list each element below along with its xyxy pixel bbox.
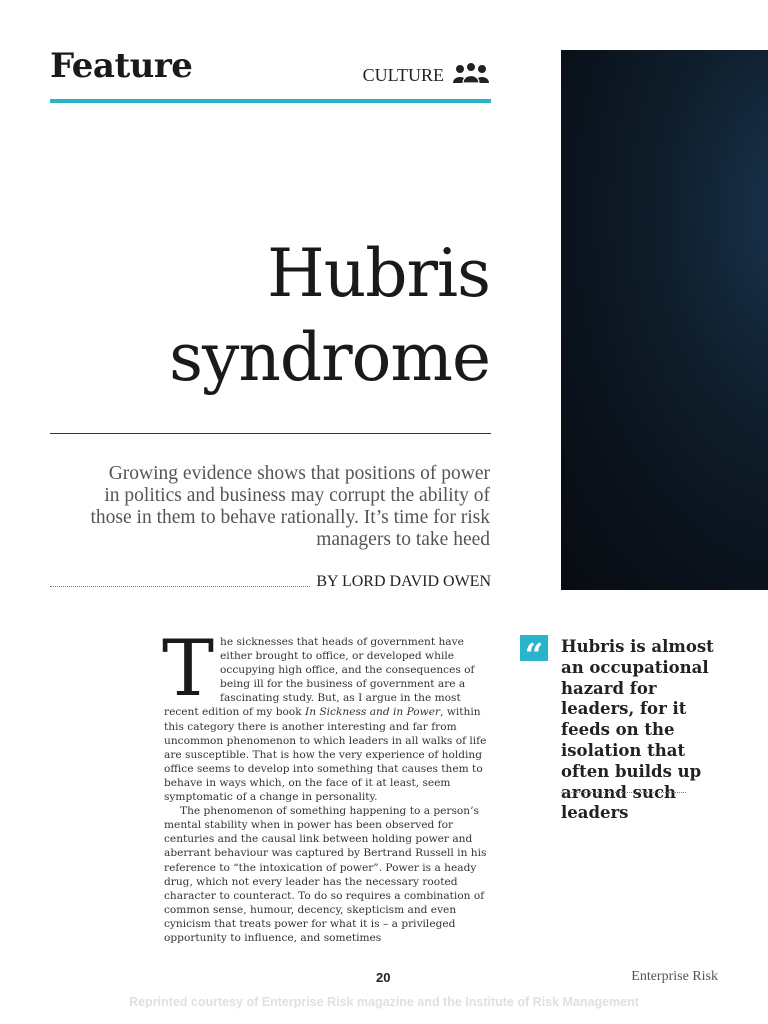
byline-dotted-rule bbox=[50, 586, 310, 587]
byline-row bbox=[50, 573, 491, 591]
section-label: Feature bbox=[50, 46, 193, 86]
article-body bbox=[162, 624, 490, 945]
category-label bbox=[363, 62, 490, 89]
quote-mark-icon: “ bbox=[520, 635, 548, 661]
category-text: CULTURE bbox=[362, 65, 444, 85]
paragraph-1 bbox=[162, 624, 490, 804]
people-group-icon bbox=[452, 62, 490, 89]
article-title bbox=[50, 232, 490, 400]
header-accent-rule bbox=[50, 99, 491, 103]
title-line-1: Hubris bbox=[267, 235, 490, 312]
paragraph-2: The phenomenon of something happening to a person’s mental stability when in power has been observed for centuries and the causal link between holding power and aberrant behaviour was captured by Bertrand Russell in his reference to “the intoxication of power”. Power is a heady drug, which not every leader has the necessary rooted character to counteract. To do so requires a combination of common sense, humour, decency, skepticism and even cynicism that treats power for what it is – a privileged opportunity to influence, and sometimes bbox=[164, 805, 487, 944]
reprint-notice: Reprinted courtesy of Enterprise Risk magazine and the Institute of Risk Management bbox=[129, 995, 639, 1009]
standfirst: Growing evidence shows that positions of power in politics and business may corrupt the ability of those in them to behave rationally. It’s time for risk managers to take heed bbox=[90, 463, 490, 550]
magazine-name: Enterprise Risk bbox=[631, 969, 718, 984]
pull-quote: Hubris is almost an occupational hazard for leaders, for it feeds on the isolation that often builds up around such leaders bbox=[561, 637, 714, 823]
pull-quote-dotted-rule bbox=[561, 792, 686, 793]
cover-photo bbox=[561, 50, 768, 590]
paragraph-1-text-a: he sicknesses that heads of government have either brought to office, or developed while occupying high office, and the consequences of being ill for the business of government are a fascinating study. But, as I argue in the most recent edition of my book bbox=[164, 636, 475, 719]
drop-cap: T bbox=[162, 624, 215, 714]
byline: BY LORD DAVID OWEN bbox=[316, 573, 491, 590]
book-title: In Sickness and in Power bbox=[305, 706, 441, 719]
page-number: 20 bbox=[376, 970, 391, 985]
title-line-2: syndrome bbox=[169, 319, 490, 396]
paragraph-1-text-b: , within this category there is another interesting and far from uncommon phenomenon to which leaders in all walks of life are susceptible. That is how the very experience of holding office seems to develop into something that causes them to behave in ways which, on the face of it at least, seem symptomatic of a change in personality. bbox=[164, 706, 487, 804]
title-divider bbox=[50, 433, 491, 434]
